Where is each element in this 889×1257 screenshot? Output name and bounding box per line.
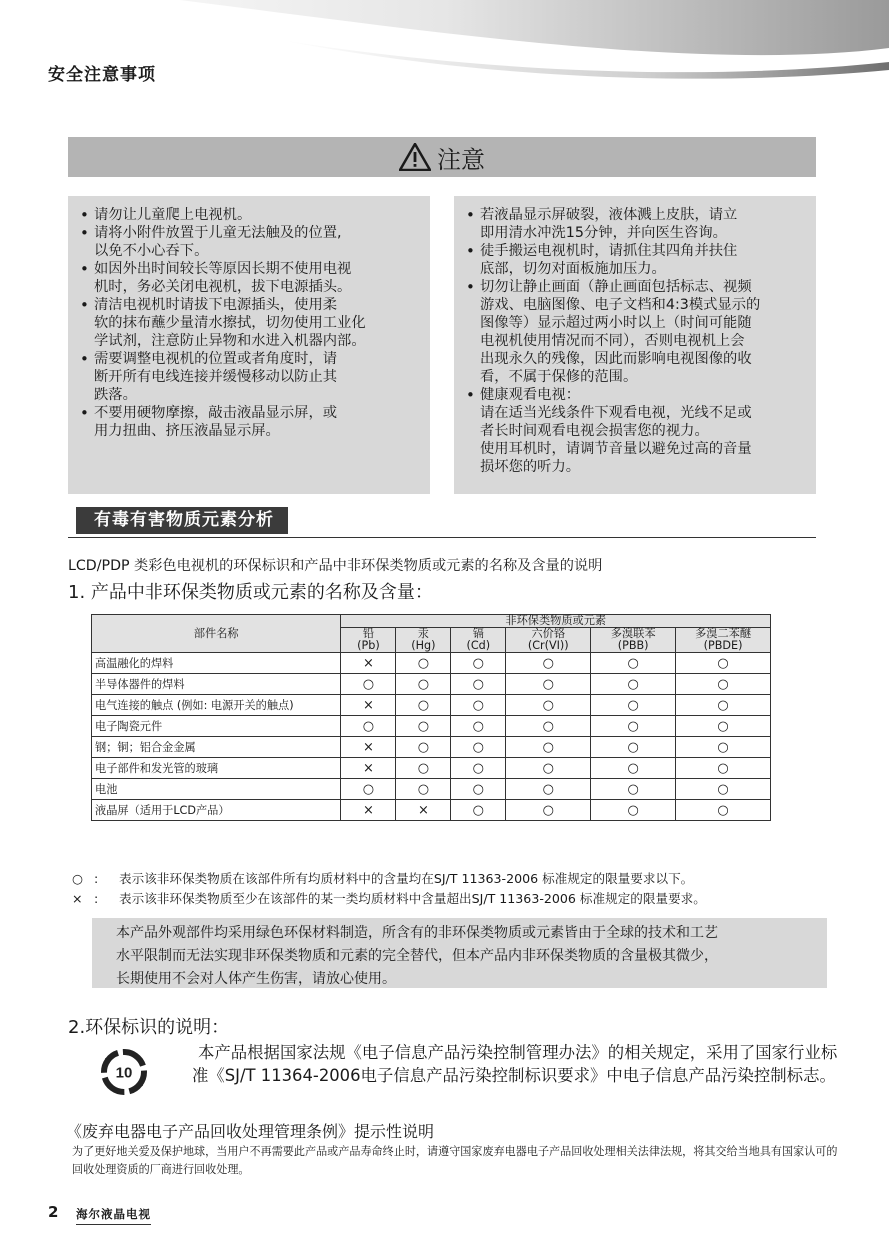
substance-symbol: (PBDE) — [703, 639, 743, 652]
warning-item-line: 游戏、电脑图像、电子文档和4:3模式显示的 — [480, 297, 761, 313]
content-mark: ○ — [396, 653, 451, 674]
warning-banner — [68, 137, 816, 177]
substance-header — [506, 628, 591, 653]
section-tab: 有毒有害物质元素分析 — [76, 507, 288, 534]
warning-right-column — [454, 196, 816, 494]
content-mark: ○ — [396, 758, 451, 779]
warning-item-line: 图像等）显示超过两小时以上（时间可能随 — [480, 315, 752, 331]
legend-symbol: ○ — [72, 871, 83, 886]
substance-name: 汞 — [417, 627, 429, 640]
substance-name: 多溴二苯醚 — [695, 627, 752, 640]
legend-cross — [72, 888, 706, 907]
warning-item — [480, 386, 806, 476]
content-mark: ○ — [341, 779, 396, 800]
legend-circle — [72, 868, 693, 887]
warning-triangle-icon — [399, 143, 431, 171]
logo-number: 10 — [115, 1064, 133, 1082]
part-name: 半导体器件的焊料 — [92, 674, 341, 695]
part-name: 钢；铜；铝合金金属 — [92, 737, 341, 758]
table-row — [92, 737, 771, 758]
logo-paragraph-text: 本产品根据国家法规《电子信息产品污染控制管理办法》的相关规定，采用了国家行业标准《SJ/T 11364-2006电子信息产品污染控制标识要求》中电子信息产品污染控制标志。 — [192, 1043, 838, 1085]
content-mark: ○ — [506, 716, 591, 737]
substance-header — [396, 628, 451, 653]
warning-item-line: 用力扭曲、挤压液晶显示屏。 — [94, 423, 280, 439]
warning-item — [480, 278, 806, 386]
content-mark: ○ — [396, 674, 451, 695]
content-mark: × — [396, 800, 451, 821]
content-mark: ○ — [341, 716, 396, 737]
warning-item — [94, 350, 420, 404]
content-mark: ○ — [396, 695, 451, 716]
content-mark: × — [341, 695, 396, 716]
part-name: 电子部件和发光管的玻璃 — [92, 758, 341, 779]
substance-header — [676, 628, 771, 653]
warning-item-line: • 清洁电视机时请拔下电源插头，使用柔 — [94, 297, 338, 313]
warning-item-line: 出现永久的残像，因此而影响电视图像的收 — [480, 351, 752, 367]
warning-item-line: • 请将小附件放置于儿童无法触及的位置, — [94, 225, 342, 241]
table-row — [92, 779, 771, 800]
legend-text: 表示该非环保类物质至少在该部件的某一类均质材料中含量超出SJ/T 11363-2006 标准规定的限量要求。 — [119, 891, 706, 906]
content-mark: ○ — [451, 695, 506, 716]
content-mark: ○ — [341, 674, 396, 695]
legend-text: 表示该非环保类物质在该部件所有均质材料中的含量均在SJ/T 11363-2006 标准规定的限量要求以下。 — [119, 871, 694, 886]
part-name: 高温融化的焊料 — [92, 653, 341, 674]
warning-item-line: 损坏您的听力。 — [480, 459, 581, 475]
content-mark: ○ — [451, 737, 506, 758]
warning-item — [94, 296, 420, 350]
substance-name: 铅 — [362, 627, 375, 640]
content-mark: ○ — [506, 737, 591, 758]
table-row — [92, 653, 771, 674]
note-box — [92, 918, 827, 988]
part-name: 电气连接的触点 (例如: 电源开关的触点) — [92, 695, 341, 716]
content-mark: ○ — [676, 737, 771, 758]
heading-2: 2.环保标识的说明： — [68, 1017, 230, 1038]
warning-item-line: • 健康观看电视： — [480, 387, 581, 403]
content-mark: ○ — [676, 779, 771, 800]
content-mark: ○ — [451, 716, 506, 737]
warning-item-line: 软的抹布蘸少量清水擦拭，切勿使用工业化 — [94, 315, 366, 331]
content-mark: ○ — [676, 800, 771, 821]
warning-item-line: • 不要用硬物摩擦，敲击液晶显示屏，或 — [94, 405, 338, 421]
content-mark: ○ — [451, 779, 506, 800]
heading-1: 1. 产品中非环保类物质或元素的名称及含量： — [68, 582, 433, 603]
content-mark: ○ — [506, 674, 591, 695]
warning-item-line: 以免不小心吞下。 — [94, 243, 209, 259]
recycling-paragraph-text: 为了更好地关爱及保护地球，当用户不再需要此产品或产品寿命终止时，请遵守国家废弃电器电子产品回收处理相关法律法规，将其交给当地具有国家认可的回收处理资质的厂商进行回收处理。 — [72, 1145, 838, 1176]
table-row — [92, 695, 771, 716]
warning-item — [94, 206, 420, 224]
content-mark: ○ — [591, 800, 676, 821]
substance-symbol: (Cr(VI)) — [527, 639, 569, 652]
logo-paragraph — [192, 1041, 842, 1087]
warning-item-line: 者长时间观看电视会损害您的视力。 — [480, 423, 709, 439]
part-name: 电子陶瓷元件 — [92, 716, 341, 737]
warning-item-line: 使用耳机时，请调节音量以避免过高的音量 — [480, 441, 752, 457]
pollution-control-10-icon — [100, 1048, 148, 1096]
legend-colon: : — [94, 891, 99, 906]
warning-item-line: 跌落。 — [94, 387, 137, 403]
part-name: 电池 — [92, 779, 341, 800]
substance-symbol: (Hg) — [411, 639, 436, 652]
section-divider — [68, 537, 816, 538]
content-mark: ○ — [506, 653, 591, 674]
recycling-paragraph — [72, 1143, 842, 1179]
warning-item-line: 电视机使用情况而不同），否则电视机上会 — [480, 333, 745, 349]
content-mark: ○ — [506, 758, 591, 779]
substance-table — [91, 614, 771, 821]
group-header: 非环保类物质或元素 — [341, 615, 771, 628]
content-mark: ○ — [396, 716, 451, 737]
content-mark: ○ — [591, 695, 676, 716]
warning-item — [94, 404, 420, 440]
content-mark: ○ — [506, 695, 591, 716]
substance-symbol: (Cd) — [466, 639, 491, 652]
part-header: 部件名称 — [92, 615, 341, 653]
warning-item-line: • 切勿让静止画面（静止画面包括标志、视频 — [480, 279, 752, 295]
content-mark: × — [341, 800, 396, 821]
warning-item-line: • 如因外出时间较长等原因长期不使用电视 — [94, 261, 352, 277]
content-mark: ○ — [396, 737, 451, 758]
footer-brand: 海尔液晶电视 — [76, 1206, 151, 1225]
substance-symbol: (Pb) — [357, 639, 380, 652]
warning-item-line: • 若液晶显示屏破裂，液体溅上皮肤，请立 — [480, 207, 738, 223]
content-mark: ○ — [591, 674, 676, 695]
table-row — [92, 800, 771, 821]
warning-item — [94, 260, 420, 296]
content-mark: ○ — [591, 737, 676, 758]
warning-item-line: • 请勿让儿童爬上电视机。 — [94, 207, 252, 223]
content-mark: ○ — [451, 758, 506, 779]
warning-item-line: 底部，切勿对面板施加压力。 — [480, 261, 666, 277]
content-mark: ○ — [451, 674, 506, 695]
content-mark: ○ — [591, 716, 676, 737]
content-mark: ○ — [591, 653, 676, 674]
content-mark: ○ — [591, 779, 676, 800]
substance-header — [451, 628, 506, 653]
heading-3: 《废弃电器电子产品回收处理管理条例》提示性说明 — [66, 1122, 435, 1141]
intro-line: LCD/PDP 类彩色电视机的环保标识和产品中非环保类物质或元素的名称及含量的说明 — [68, 558, 603, 574]
substance-header — [591, 628, 676, 653]
content-mark: ○ — [451, 800, 506, 821]
content-mark: ○ — [676, 758, 771, 779]
content-mark: × — [341, 653, 396, 674]
legend-colon: : — [94, 871, 99, 886]
table-row — [92, 758, 771, 779]
content-mark: ○ — [676, 716, 771, 737]
content-mark: ○ — [591, 758, 676, 779]
table-row — [92, 716, 771, 737]
substance-header — [341, 628, 396, 653]
note-line: 长期使用不会对人体产生伤害，请放心使用。 — [116, 971, 396, 987]
content-mark: ○ — [451, 653, 506, 674]
warning-item — [94, 224, 420, 260]
content-mark: ○ — [676, 653, 771, 674]
warning-item-line: 请在适当光线条件下观看电视，光线不足或 — [480, 405, 752, 421]
content-mark: ○ — [396, 779, 451, 800]
warning-item-line: 即用清水冲洗15分钟，并向医生咨询。 — [480, 225, 727, 241]
content-mark: ○ — [676, 674, 771, 695]
table-row — [92, 674, 771, 695]
substance-name: 六价铬 — [531, 627, 566, 640]
warning-left-column — [68, 196, 430, 494]
warning-item — [480, 242, 806, 278]
substance-name: 多溴联苯 — [610, 627, 656, 640]
content-mark: ○ — [506, 800, 591, 821]
warning-item-line: 机时，务必关闭电视机，拔下电源插头。 — [94, 279, 352, 295]
warning-item — [480, 206, 806, 242]
part-name: 液晶屏（适用于LCD产品） — [92, 800, 341, 821]
substance-name: 镉 — [472, 627, 484, 640]
page-title: 安全注意事项 — [48, 65, 156, 85]
header-swoosh — [0, 0, 889, 110]
page-number: 2 — [48, 1203, 59, 1221]
note-line: 本产品外观部件均采用绿色环保材料制造，所含有的非环保类物质或元素皆由于全球的技术和工艺 — [116, 925, 718, 941]
warning-item-line: 看，不属于保修的范围。 — [480, 369, 638, 385]
legend-symbol: × — [72, 891, 83, 906]
warning-item-line: • 需要调整电视机的位置或者角度时，请 — [94, 351, 338, 367]
content-mark: ○ — [506, 779, 591, 800]
warning-item-line: 学试剂，注意防止异物和水进入机器内部。 — [94, 333, 366, 349]
content-mark: × — [341, 758, 396, 779]
warning-title: 注意 — [437, 145, 485, 174]
content-mark: ○ — [676, 695, 771, 716]
substance-symbol: (PBB) — [617, 639, 649, 652]
note-line: 水平限制而无法实现非环保类物质和元素的完全替代，但本产品内非环保类物质的含量极其微少， — [116, 948, 718, 964]
warning-item-line: • 徒手搬运电视机时，请抓住其四角并扶住 — [480, 243, 738, 259]
warning-item-line: 断开所有电线连接并缓慢移动以防止其 — [94, 369, 338, 385]
content-mark: × — [341, 737, 396, 758]
